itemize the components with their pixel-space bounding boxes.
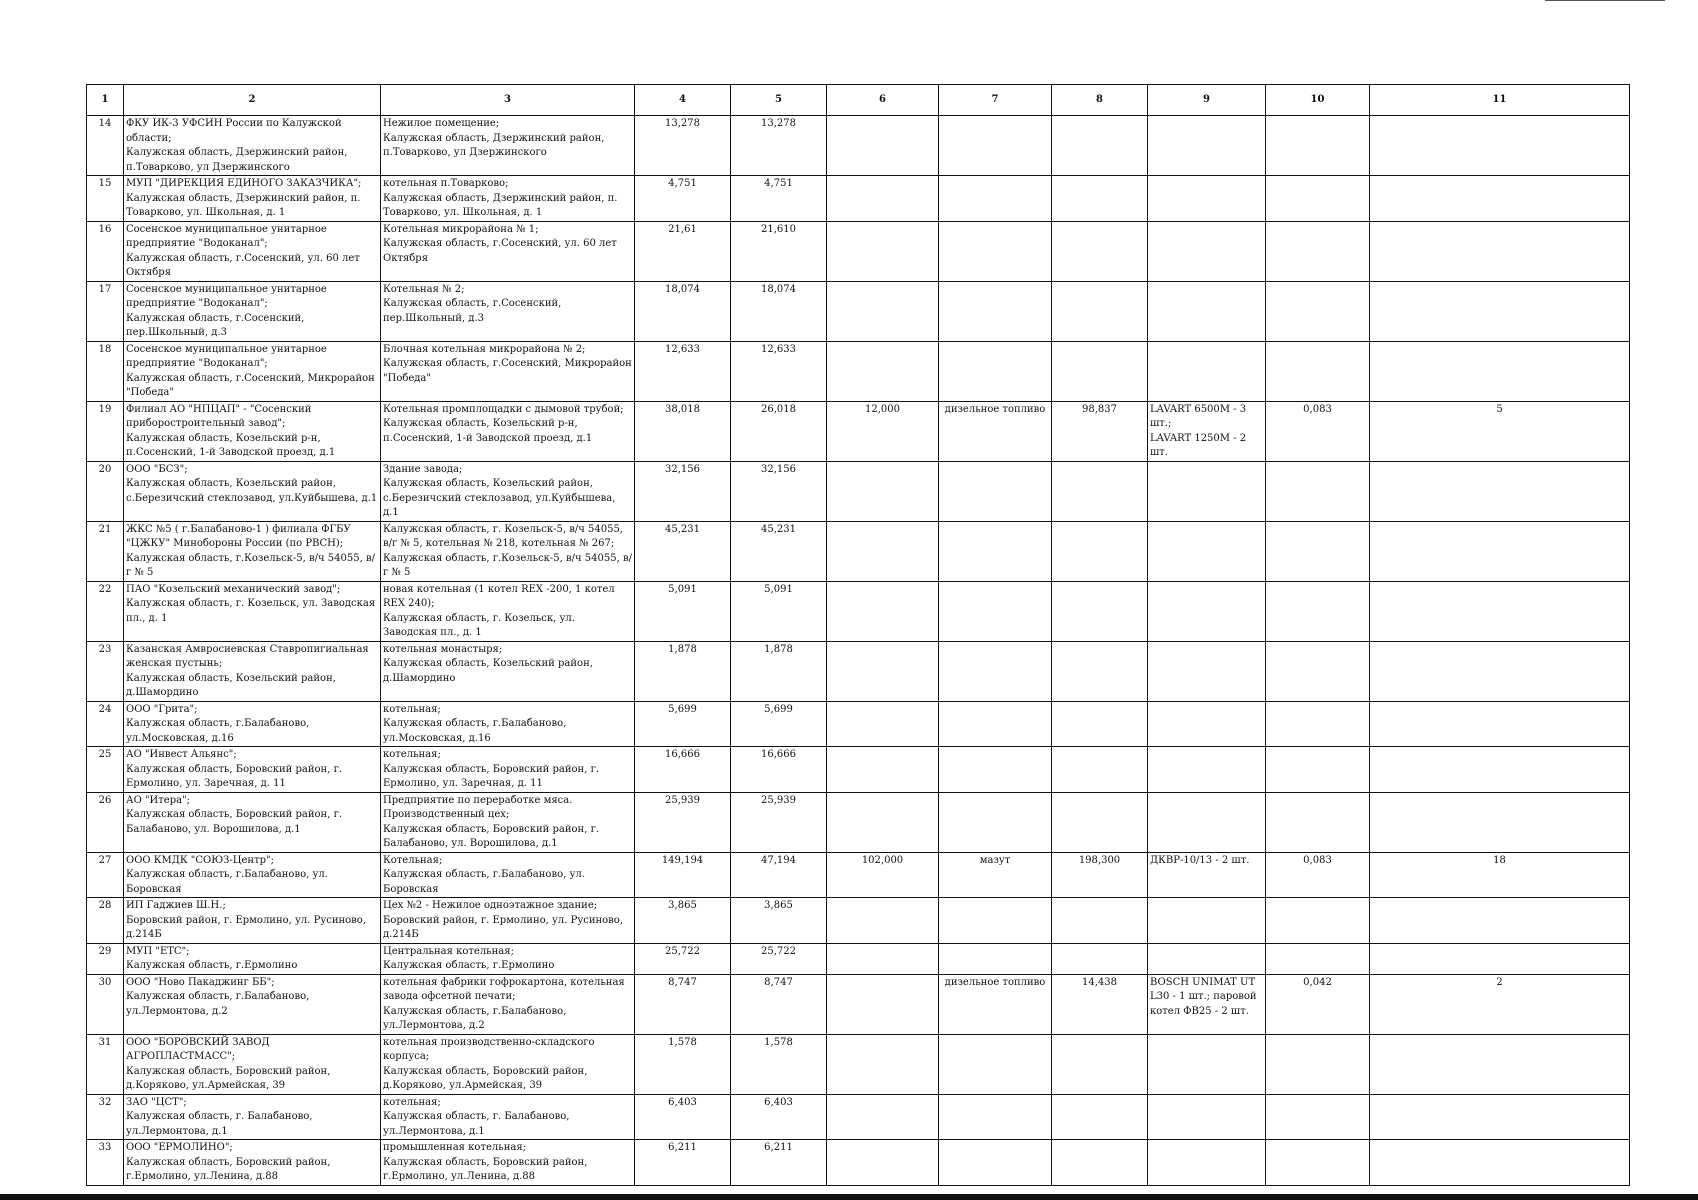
table-row	[87, 641, 1630, 701]
column-header: 10	[1266, 85, 1370, 116]
cell-object: Предприятие по переработке мяса. Производственный цех; Калужская область, Боровский район, г. Балабаново, ул. Ворошилова, д.1	[381, 792, 635, 852]
cell-col11	[1370, 581, 1630, 641]
cell-col11	[1370, 281, 1630, 341]
cell-col11: 5	[1370, 401, 1630, 461]
cell-col11: 2	[1370, 974, 1630, 1034]
column-header: 3	[381, 85, 635, 116]
cell-col4: 6,403	[635, 1094, 731, 1140]
cell-row-number: 17	[87, 281, 124, 341]
table-row	[87, 281, 1630, 341]
cell-row-number: 14	[87, 116, 124, 176]
cell-col6: 102,000	[827, 852, 939, 898]
cell-col5: 1,578	[731, 1034, 827, 1094]
column-header: 8	[1052, 85, 1148, 116]
cell-object: Калужская область, г. Козельск-5, в/ч 54055, в/г № 5, котельная № 218, котельная № 267; Калужская область, г.Козельск-5, в/ч 54055, в/г № 5	[381, 521, 635, 581]
cell-col11	[1370, 898, 1630, 944]
cell-col10	[1266, 521, 1370, 581]
cell-row-number: 22	[87, 581, 124, 641]
table-body	[87, 116, 1630, 1186]
cell-col7	[939, 341, 1052, 401]
cell-object: котельная; Калужская область, г. Балабаново, ул.Лермонтова, д.1	[381, 1094, 635, 1140]
cell-col11	[1370, 641, 1630, 701]
cell-col8	[1052, 281, 1148, 341]
cell-col5: 47,194	[731, 852, 827, 898]
cell-col9	[1148, 792, 1266, 852]
cell-col5: 26,018	[731, 401, 827, 461]
cell-col11	[1370, 792, 1630, 852]
cell-col7	[939, 747, 1052, 793]
cell-col8	[1052, 943, 1148, 974]
cell-col8	[1052, 1034, 1148, 1094]
cell-col10	[1266, 898, 1370, 944]
table-row	[87, 521, 1630, 581]
cell-col6	[827, 1094, 939, 1140]
cell-col6	[827, 341, 939, 401]
cell-col4: 1,578	[635, 1034, 731, 1094]
scan-bottom-edge	[0, 1194, 1698, 1200]
cell-col5: 25,722	[731, 943, 827, 974]
cell-col5: 12,633	[731, 341, 827, 401]
table-row	[87, 943, 1630, 974]
cell-col5: 8,747	[731, 974, 827, 1034]
column-header: 5	[731, 85, 827, 116]
cell-col6	[827, 116, 939, 176]
cell-col9	[1148, 221, 1266, 281]
cell-organization: ПАО "Козельский механический завод"; Калужская область, г. Козельск, ул. Заводская пл., д. 1	[124, 581, 381, 641]
column-header: 2	[124, 85, 381, 116]
cell-col6	[827, 1140, 939, 1186]
column-header: 1	[87, 85, 124, 116]
cell-object: Здание завода; Калужская область, Козельский район, с.Березичский стеклозавод, ул.Куйбышева, д.1	[381, 461, 635, 521]
table-row	[87, 221, 1630, 281]
cell-col9	[1148, 341, 1266, 401]
cell-col7	[939, 461, 1052, 521]
cell-col7	[939, 1034, 1052, 1094]
cell-col6	[827, 581, 939, 641]
cell-col10	[1266, 1094, 1370, 1140]
cell-col9	[1148, 176, 1266, 222]
cell-col10	[1266, 641, 1370, 701]
cell-col10	[1266, 461, 1370, 521]
cell-col7: мазут	[939, 852, 1052, 898]
cell-organization: ООО "Грита"; Калужская область, г.Балабаново, ул.Московская, д.16	[124, 701, 381, 747]
cell-organization: ФКУ ИК-3 УФСИН России по Калужской области; Калужская область, Дзержинский район, п.Товарково, ул Дзержинского	[124, 116, 381, 176]
cell-col11	[1370, 461, 1630, 521]
cell-col11	[1370, 943, 1630, 974]
cell-row-number: 30	[87, 974, 124, 1034]
cell-col8	[1052, 116, 1148, 176]
cell-col11	[1370, 1140, 1630, 1186]
cell-row-number: 24	[87, 701, 124, 747]
cell-col6	[827, 974, 939, 1034]
cell-col8	[1052, 461, 1148, 521]
cell-col9	[1148, 943, 1266, 974]
cell-object: промышленная котельная; Калужская область, Боровский район, г.Ермолино, ул.Ленина, д.88	[381, 1140, 635, 1186]
cell-col10	[1266, 1140, 1370, 1186]
cell-col8	[1052, 701, 1148, 747]
cell-row-number: 19	[87, 401, 124, 461]
cell-organization: Сосенское муниципальное унитарное предприятие "Водоканал"; Калужская область, г.Сосенский, Микрорайон "Победа"	[124, 341, 381, 401]
cell-col11	[1370, 221, 1630, 281]
table-row	[87, 116, 1630, 176]
cell-col5: 3,865	[731, 898, 827, 944]
cell-object: котельная производственно-складского корпуса; Калужская область, Боровский район, д.Коряково, ул.Армейская, 39	[381, 1034, 635, 1094]
cell-col5: 21,610	[731, 221, 827, 281]
cell-col6	[827, 943, 939, 974]
cell-col6	[827, 701, 939, 747]
cell-col6: 12,000	[827, 401, 939, 461]
cell-organization: ЖКС №5 ( г.Балабаново-1 ) филиала ФГБУ "ЦЖКУ" Минобороны России (по РВСН); Калужская область, г.Козельск-5, в/ч 54055, в/г № 5	[124, 521, 381, 581]
cell-col8	[1052, 641, 1148, 701]
cell-col10: 0,083	[1266, 852, 1370, 898]
cell-col9	[1148, 521, 1266, 581]
cell-col9	[1148, 747, 1266, 793]
cell-row-number: 27	[87, 852, 124, 898]
cell-organization: ООО КМДК "СОЮЗ-Центр"; Калужская область, г.Балабаново, ул. Боровская	[124, 852, 381, 898]
cell-row-number: 18	[87, 341, 124, 401]
cell-col10	[1266, 792, 1370, 852]
column-header: 6	[827, 85, 939, 116]
cell-col7	[939, 792, 1052, 852]
boiler-registry-table	[86, 84, 1630, 1186]
document-table-container	[86, 84, 1629, 1182]
cell-row-number: 32	[87, 1094, 124, 1140]
cell-col9	[1148, 116, 1266, 176]
cell-col10	[1266, 943, 1370, 974]
column-header: 9	[1148, 85, 1266, 116]
cell-col6	[827, 747, 939, 793]
cell-organization: Сосенское муниципальное унитарное предприятие "Водоканал"; Калужская область, г.Сосенский, пер.Школьный, д.3	[124, 281, 381, 341]
table-row	[87, 461, 1630, 521]
cell-organization: Сосенское муниципальное унитарное предприятие "Водоканал"; Калужская область, г.Сосенский, ул. 60 лет Октября	[124, 221, 381, 281]
cell-object: Котельная промплощадки с дымовой трубой; Калужская область, Козельский р-н, п.Сосенский, 1-й Заводской проезд, д.1	[381, 401, 635, 461]
cell-object: новая котельная (1 котел REX -200, 1 котел REX 240); Калужская область, г. Козельск, ул. Заводская пл., д. 1	[381, 581, 635, 641]
cell-organization: ООО "БОРОВСКИЙ ЗАВОД АГРОПЛАСТМАСС"; Калужская область, Боровский район, д.Коряково, ул.Армейская, 39	[124, 1034, 381, 1094]
cell-col10	[1266, 747, 1370, 793]
cell-row-number: 31	[87, 1034, 124, 1094]
cell-col4: 45,231	[635, 521, 731, 581]
cell-col5: 32,156	[731, 461, 827, 521]
cell-col10	[1266, 281, 1370, 341]
cell-col5: 5,091	[731, 581, 827, 641]
cell-col10	[1266, 116, 1370, 176]
cell-col6	[827, 1034, 939, 1094]
column-header: 4	[635, 85, 731, 116]
cell-col10	[1266, 701, 1370, 747]
cell-col9	[1148, 898, 1266, 944]
cell-col9	[1148, 1094, 1266, 1140]
cell-organization: Филиал АО "НПЦАП" - "Сосенский приборостроительный завод"; Калужская область, Козельский р-н, п.Сосенский, 1-й Заводской проезд, д.1	[124, 401, 381, 461]
cell-row-number: 16	[87, 221, 124, 281]
cell-col4: 13,278	[635, 116, 731, 176]
cell-col10: 0,083	[1266, 401, 1370, 461]
cell-col5: 4,751	[731, 176, 827, 222]
cell-col10	[1266, 176, 1370, 222]
cell-col11: 18	[1370, 852, 1630, 898]
cell-col11	[1370, 521, 1630, 581]
cell-col11	[1370, 747, 1630, 793]
cell-col8	[1052, 581, 1148, 641]
cell-col4: 38,018	[635, 401, 731, 461]
cell-col5: 16,666	[731, 747, 827, 793]
cell-col5: 13,278	[731, 116, 827, 176]
cell-row-number: 33	[87, 1140, 124, 1186]
cell-col11	[1370, 116, 1630, 176]
cell-col5: 45,231	[731, 521, 827, 581]
cell-col6	[827, 461, 939, 521]
cell-col5: 6,403	[731, 1094, 827, 1140]
cell-col4: 1,878	[635, 641, 731, 701]
cell-col7: дизельное топливо	[939, 401, 1052, 461]
cell-organization: ООО "Ново Пакаджинг ББ"; Калужская область, г.Балабаново, ул.Лермонтова, д.2	[124, 974, 381, 1034]
cell-col4: 8,747	[635, 974, 731, 1034]
cell-organization: МУП "ДИРЕКЦИЯ ЕДИНОГО ЗАКАЗЧИКА"; Калужская область, Дзержинский район, п. Товарково, ул. Школьная, д. 1	[124, 176, 381, 222]
cell-col7	[939, 116, 1052, 176]
cell-col7	[939, 898, 1052, 944]
cell-organization: ООО "ЕРМОЛИНО"; Калужская область, Боровский район, г.Ермолино, ул.Ленина, д.88	[124, 1140, 381, 1186]
cell-col4: 3,865	[635, 898, 731, 944]
cell-object: котельная п.Товарково; Калужская область, Дзержинский район, п. Товарково, ул. Школьная, д. 1	[381, 176, 635, 222]
cell-col4: 21,61	[635, 221, 731, 281]
cell-row-number: 26	[87, 792, 124, 852]
cell-col10	[1266, 581, 1370, 641]
column-header: 11	[1370, 85, 1630, 116]
cell-col5: 25,939	[731, 792, 827, 852]
cell-col9	[1148, 1034, 1266, 1094]
cell-col10	[1266, 1034, 1370, 1094]
cell-organization: ООО "БСЗ"; Калужская область, Козельский район, с.Березичский стеклозавод, ул.Куйбышева, д.1	[124, 461, 381, 521]
cell-col9: ДКВР-10/13 - 2 шт.	[1148, 852, 1266, 898]
cell-col7	[939, 943, 1052, 974]
cell-col7: дизельное топливо	[939, 974, 1052, 1034]
cell-col4: 12,633	[635, 341, 731, 401]
cell-col8	[1052, 521, 1148, 581]
cell-col8: 198,300	[1052, 852, 1148, 898]
cell-col9	[1148, 701, 1266, 747]
cell-col4: 149,194	[635, 852, 731, 898]
cell-col8	[1052, 747, 1148, 793]
cell-col8	[1052, 1094, 1148, 1140]
cell-row-number: 21	[87, 521, 124, 581]
cell-col5: 1,878	[731, 641, 827, 701]
cell-col11	[1370, 701, 1630, 747]
cell-col10	[1266, 221, 1370, 281]
cell-object: котельная; Калужская область, г.Балабаново, ул.Московская, д.16	[381, 701, 635, 747]
cell-col9: BOSCH UNIMAT UT L30 - 1 шт.; паровой котел ФВ25 - 2 шт.	[1148, 974, 1266, 1034]
table-row	[87, 401, 1630, 461]
cell-col9	[1148, 641, 1266, 701]
table-row	[87, 792, 1630, 852]
cell-object: котельная; Калужская область, Боровский район, г. Ермолино, ул. Заречная, д. 11	[381, 747, 635, 793]
cell-organization: ЗАО "ЦСТ"; Калужская область, г. Балабаново, ул.Лермонтова, д.1	[124, 1094, 381, 1140]
cell-object: Котельная № 2; Калужская область, г.Сосенский, пер.Школьный, д.3	[381, 281, 635, 341]
cell-col4: 4,751	[635, 176, 731, 222]
cell-col4: 25,939	[635, 792, 731, 852]
cell-col7	[939, 176, 1052, 222]
cell-object: Нежилое помещение; Калужская область, Дзержинский район, п.Товарково, ул Дзержинского	[381, 116, 635, 176]
cell-organization: АО "Инвест Альянс"; Калужская область, Боровский район, г. Ермолино, ул. Заречная, д. 11	[124, 747, 381, 793]
cell-object: котельная фабрики гофрокартона, котельная завода офсетной печати; Калужская область, г.Балабаново, ул.Лермонтова, д.2	[381, 974, 635, 1034]
cell-col10: 0,042	[1266, 974, 1370, 1034]
table-row	[87, 974, 1630, 1034]
cell-col6	[827, 176, 939, 222]
cell-col8	[1052, 341, 1148, 401]
cell-col6	[827, 521, 939, 581]
cell-col4: 18,074	[635, 281, 731, 341]
cell-col7	[939, 581, 1052, 641]
cell-col8: 98,837	[1052, 401, 1148, 461]
cell-col5: 18,074	[731, 281, 827, 341]
cell-row-number: 23	[87, 641, 124, 701]
table-row	[87, 701, 1630, 747]
cell-object: котельная монастыря; Калужская область, Козельский район, д.Шамордино	[381, 641, 635, 701]
cell-organization: МУП "ЕТС"; Калужская область, г.Ермолино	[124, 943, 381, 974]
cell-col11	[1370, 176, 1630, 222]
cell-col7	[939, 521, 1052, 581]
cell-col11	[1370, 341, 1630, 401]
table-row	[87, 176, 1630, 222]
column-header: 7	[939, 85, 1052, 116]
cell-col4: 5,091	[635, 581, 731, 641]
cell-col8	[1052, 1140, 1148, 1186]
cell-col4: 16,666	[635, 747, 731, 793]
cell-col8	[1052, 898, 1148, 944]
cell-col7	[939, 1094, 1052, 1140]
cell-row-number: 20	[87, 461, 124, 521]
table-row	[87, 1034, 1630, 1094]
cell-col4: 32,156	[635, 461, 731, 521]
cell-col9	[1148, 581, 1266, 641]
cell-col9	[1148, 1140, 1266, 1186]
cell-row-number: 15	[87, 176, 124, 222]
cell-col6	[827, 641, 939, 701]
cell-col11	[1370, 1094, 1630, 1140]
table-row	[87, 341, 1630, 401]
cell-row-number: 28	[87, 898, 124, 944]
cell-col7	[939, 281, 1052, 341]
cell-col4: 6,211	[635, 1140, 731, 1186]
cell-col4: 25,722	[635, 943, 731, 974]
cell-col4: 5,699	[635, 701, 731, 747]
top-edge-rule	[1545, 0, 1665, 1]
cell-col8	[1052, 221, 1148, 281]
cell-organization: ИП Гаджиев Ш.Н.; Боровский район, г. Ермолино, ул. Русиново, д.214Б	[124, 898, 381, 944]
cell-col6	[827, 792, 939, 852]
cell-col5: 5,699	[731, 701, 827, 747]
cell-col7	[939, 701, 1052, 747]
cell-col6	[827, 281, 939, 341]
table-row	[87, 581, 1630, 641]
cell-organization: Казанская Амвросиевская Ставропигиальная женская пустынь; Калужская область, Козельский район, д.Шамордино	[124, 641, 381, 701]
cell-col9	[1148, 281, 1266, 341]
cell-row-number: 29	[87, 943, 124, 974]
cell-col8: 14,438	[1052, 974, 1148, 1034]
cell-col10	[1266, 341, 1370, 401]
cell-organization: АО "Итера"; Калужская область, Боровский район, г. Балабаново, ул. Ворошилова, д.1	[124, 792, 381, 852]
header-row	[87, 85, 1630, 116]
table-row	[87, 1094, 1630, 1140]
cell-col7	[939, 221, 1052, 281]
cell-object: Котельная микрорайона № 1; Калужская область, г.Сосенский, ул. 60 лет Октября	[381, 221, 635, 281]
cell-col7	[939, 641, 1052, 701]
cell-object: Котельная; Калужская область, г.Балабаново, ул. Боровская	[381, 852, 635, 898]
table-row	[87, 898, 1630, 944]
cell-row-number: 25	[87, 747, 124, 793]
cell-col8	[1052, 792, 1148, 852]
cell-col5: 6,211	[731, 1140, 827, 1186]
table-row	[87, 1140, 1630, 1186]
cell-col6	[827, 221, 939, 281]
cell-object: Цех №2 - Нежилое одноэтажное здание; Боровский район, г. Ермолино, ул. Русиново, д.214Б	[381, 898, 635, 944]
cell-col6	[827, 898, 939, 944]
table-row	[87, 747, 1630, 793]
cell-col9	[1148, 461, 1266, 521]
cell-col9: LAVART 6500M - 3 шт.; LAVART 1250M - 2 шт.	[1148, 401, 1266, 461]
cell-col7	[939, 1140, 1052, 1186]
table-row	[87, 852, 1630, 898]
cell-col11	[1370, 1034, 1630, 1094]
cell-object: Центральная котельная; Калужская область, г.Ермолино	[381, 943, 635, 974]
cell-col8	[1052, 176, 1148, 222]
cell-object: Блочная котельная микрорайона № 2; Калужская область, г.Сосенский, Микрорайон "Победа"	[381, 341, 635, 401]
